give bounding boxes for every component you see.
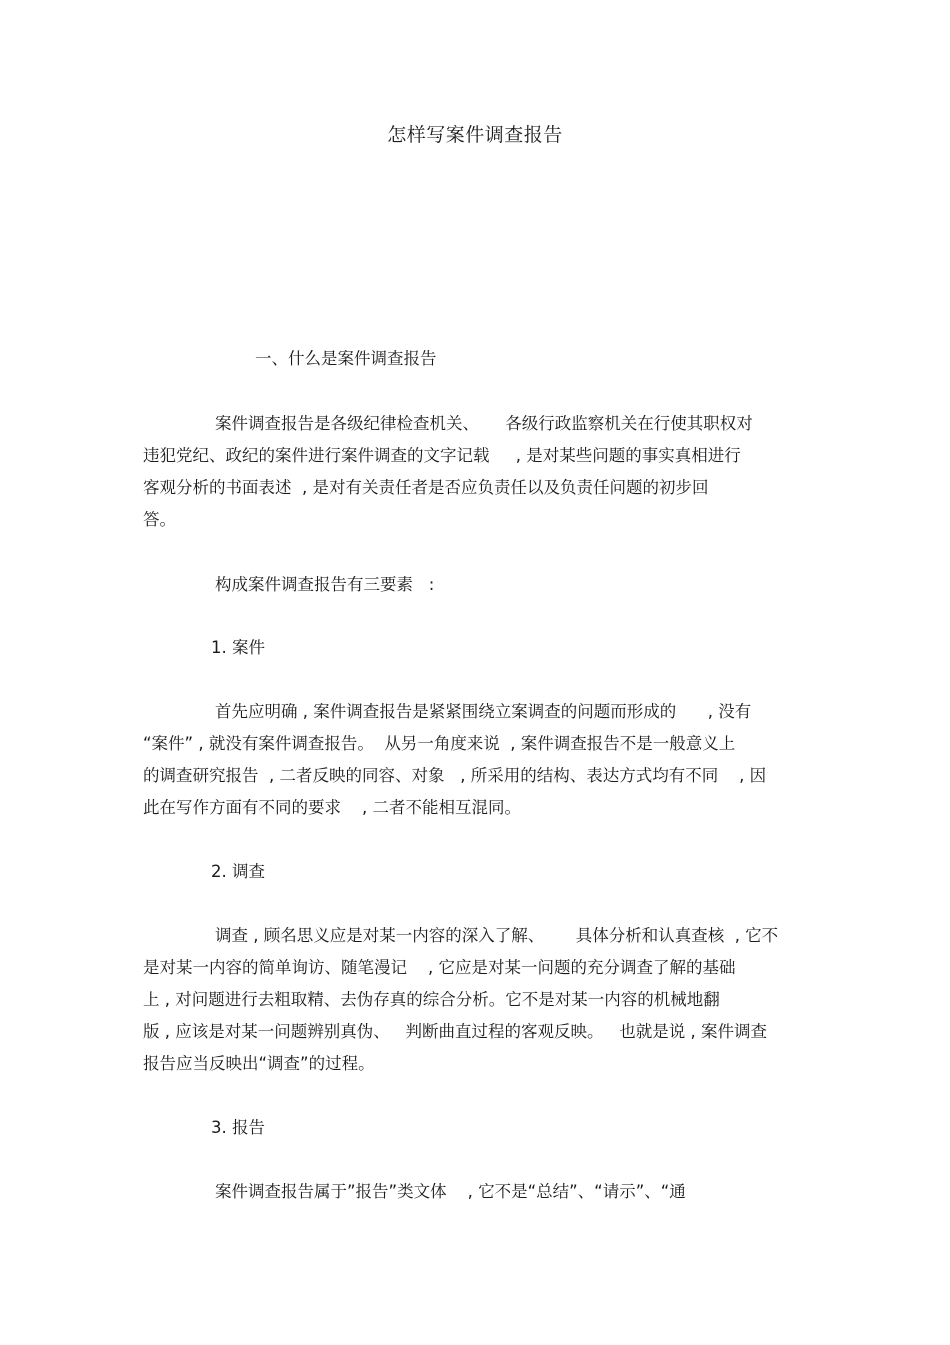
section-heading: 一、什么是案件调查报告: [255, 349, 437, 368]
item-2-line-1: 调查 , 顾名思义应是对某一内容的深入了解、 具体分析和认真查核 , 它不: [215, 926, 779, 945]
item-3-heading: 3. 报告: [211, 1118, 265, 1137]
item-1-line-4: 此在写作方面有不同的要求 , 二者不能相互混同。: [143, 798, 521, 817]
item-2-heading: 2. 调查: [211, 862, 265, 881]
item-1-line-3: 的调查研究报告 , 二者反映的同容、对象 , 所采用的结构、表达方式均有不同 , 因: [143, 766, 767, 785]
item-2-line-4: 版 , 应该是对某一问题辨别真伪、 判断曲直过程的客观反映。 也就是说 , 案件调查: [143, 1022, 767, 1041]
paragraph-1-line-3: 客观分析的书面表述 , 是对有关责任者是否应负责任以及负责任问题的初步回: [143, 478, 709, 497]
elements-intro: 构成案件调查报告有三要素 :: [215, 575, 435, 594]
paragraph-1-line-2: 违犯党纪、政纪的案件进行案件调查的文字记载 , 是对某些问题的事实真相进行: [143, 446, 741, 465]
item-1-line-2: “案件” , 就没有案件调查报告。 从另一角度来说 , 案件调查报告不是一般意义上: [143, 734, 736, 753]
item-3-line-1: 案件调查报告属于”报告”类文体 , 它不是“总结”、“请示”、“通: [215, 1182, 686, 1201]
item-1-line-1: 首先应明确 , 案件调查报告是紧紧围绕立案调查的问题而形成的 , 没有: [215, 702, 752, 721]
document-title: 怎样写案件调查报告: [387, 124, 563, 146]
item-1-heading: 1. 案件: [211, 638, 265, 657]
item-2-line-2: 是对某一内容的简单询访、随笔漫记 , 它应是对某一问题的充分调查了解的基础: [143, 958, 736, 977]
item-2-line-3: 上 , 对问题进行去粗取精、去伪存真的综合分析。它不是对某一内容的机械地翻: [143, 990, 720, 1009]
item-2-line-5: 报告应当反映出“调查”的过程。: [143, 1054, 375, 1073]
paragraph-1-line-1: 案件调查报告是各级纪律检查机关、 各级行政监察机关在行使其职权对: [215, 414, 753, 433]
paragraph-1-line-4: 答。: [143, 510, 176, 529]
